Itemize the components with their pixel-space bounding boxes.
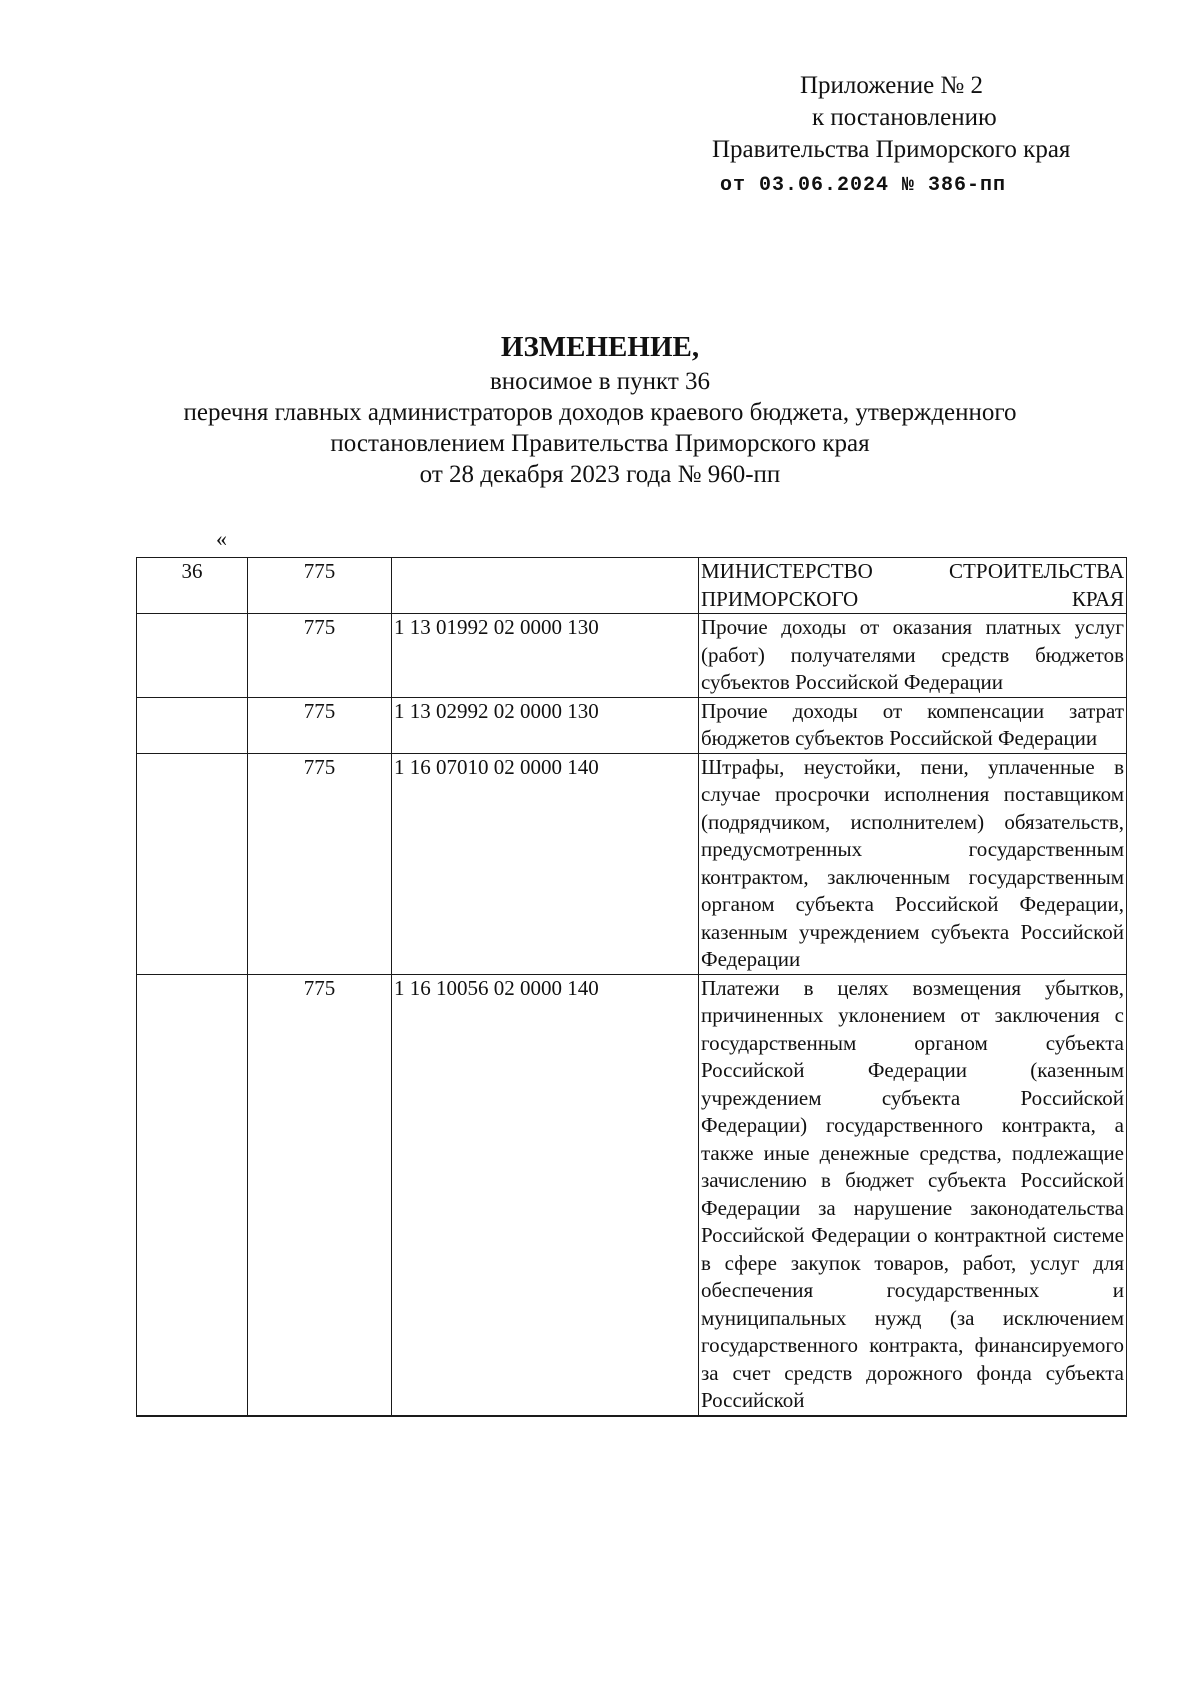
description-cell: Прочие доходы от оказания платных услуг (работ) получателями средств бюджетов субъектов Российской Федерации [699,614,1127,698]
appendix-government: Правительства Приморского края [712,136,1071,163]
document-heading [60,330,1140,490]
row-number-cell [137,614,248,698]
admin-code-cell: 775 [248,753,392,974]
table-row [137,697,1127,753]
admin-code-cell: 775 [248,974,392,1416]
description-cell: МИНИСТЕРСТВО СТРОИТЕЛЬСТВА ПРИМОРСКОГО КРАЯ [699,558,1127,614]
row-number-cell [137,697,248,753]
revenue-code-cell: 1 13 01992 02 0000 130 [392,614,699,698]
table-row [137,753,1127,974]
description-cell: Платежи в целях возмещения убытков, причиненных уклонением от заключения с государственным органом субъекта Российской Федерации (казенным учреждением субъекта Российской Федерации) государственного контракта, а также иные денежные средства, подлежащие зачислению в бюджет субъекта Российской Федерации за нарушение законодательства Российской Федерации о контрактной системе в сфере закупок товаров, работ, услуг для обеспечения государственных и муниципальных нужд (за исключением государственного контракта, финансируемого за счет средств дорожного фонда субъекта Российской [699,974,1127,1416]
revenue-code-cell: 1 16 10056 02 0000 140 [392,974,699,1416]
table-row [137,614,1127,698]
table-row [137,558,1127,614]
heading-line-2: перечня главных администраторов доходов краевого бюджета, утвержденного [183,399,1017,426]
appendix-to-resolution: к постановлению [812,104,997,131]
row-number-cell [137,753,248,974]
revenue-administrators-table [136,557,1127,1417]
table-row [137,974,1127,1416]
document-title: ИЗМЕНЕНИЕ, [500,331,700,363]
heading-line-4: от 28 декабря 2023 года № 960-пп [419,461,781,488]
heading-line-3: постановлением Правительства Приморского края [330,430,870,457]
revenue-code-cell: 1 16 07010 02 0000 140 [392,753,699,974]
description-cell: Штрафы, неустойки, пени, уплаченные в случае просрочки исполнения поставщиком (подрядчиком, исполнителем) обязательств, предусмотренных государственным контрактом, заключенным государственным органом субъекта Российской Федерации, казенным учреждением субъекта Российской Федерации [699,753,1127,974]
revenue-code-cell: 1 13 02992 02 0000 130 [392,697,699,753]
admin-code-cell: 775 [248,614,392,698]
appendix-date-number: от 03.06.2024 № 386-пп [720,174,1007,197]
revenue-code-cell [392,558,699,614]
row-number-cell: 36 [137,558,248,614]
row-number-cell [137,974,248,1416]
appendix-header [660,70,1080,202]
description-cell: Прочие доходы от компенсации затрат бюджетов субъектов Российской Федерации [699,697,1127,753]
admin-code-cell: 775 [248,697,392,753]
admin-code-cell: 775 [248,558,392,614]
opening-quote-mark: « [216,526,227,551]
appendix-number: Приложение № 2 [800,72,984,99]
heading-line-1: вносимое в пункт 36 [489,368,711,395]
